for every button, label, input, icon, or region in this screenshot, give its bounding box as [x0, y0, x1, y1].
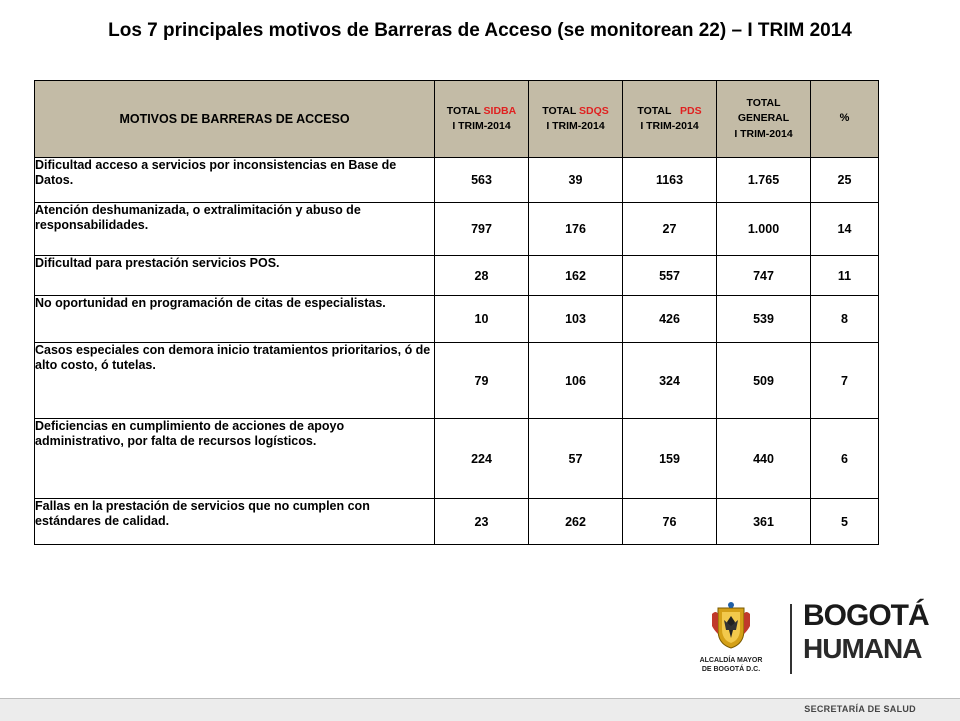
row-pds: 159 — [623, 419, 717, 499]
row-motivo: Dificultad acceso a servicios por inconsistencias en Base de Datos. — [35, 158, 435, 203]
row-sdqs: 162 — [529, 256, 623, 296]
header-sidba-prefix: TOTAL — [446, 104, 484, 117]
coat-of-arms-icon — [710, 600, 752, 650]
row-motivo: No oportunidad en programación de citas de especialistas. — [35, 296, 435, 343]
row-sidba: 10 — [435, 296, 529, 343]
row-sidba: 23 — [435, 499, 529, 545]
header-general-line1: TOTAL — [746, 97, 781, 110]
table-row — [35, 158, 879, 203]
row-motivo: Dificultad para prestación servicios POS. — [35, 256, 435, 296]
table-row — [35, 256, 879, 296]
footer-bar — [0, 698, 960, 721]
row-percent: 25 — [811, 158, 879, 203]
row-sdqs: 176 — [529, 203, 623, 256]
row-sidba: 797 — [435, 203, 529, 256]
header-total-sdqs — [529, 81, 623, 158]
row-sdqs: 103 — [529, 296, 623, 343]
row-percent: 14 — [811, 203, 879, 256]
row-pds: 76 — [623, 499, 717, 545]
row-pds: 27 — [623, 203, 717, 256]
humana-wordmark: HUMANA — [803, 633, 922, 664]
header-percent: % — [811, 81, 879, 158]
footer-secretaria: SECRETARÍA DE SALUD — [804, 704, 916, 714]
row-sidba: 79 — [435, 343, 529, 419]
row-sidba: 563 — [435, 158, 529, 203]
table-row — [35, 296, 879, 343]
header-sdqs-name: SDQS — [578, 104, 609, 117]
row-total: 1.765 — [717, 158, 811, 203]
table-row — [35, 419, 879, 499]
row-sidba: 224 — [435, 419, 529, 499]
row-sdqs: 57 — [529, 419, 623, 499]
header-total-general — [717, 81, 811, 158]
row-percent: 7 — [811, 343, 879, 419]
header-pds-name: PDS — [680, 104, 702, 117]
row-percent: 5 — [811, 499, 879, 545]
row-total: 747 — [717, 256, 811, 296]
row-percent: 11 — [811, 256, 879, 296]
alcaldia-label — [686, 656, 776, 674]
row-sidba: 28 — [435, 256, 529, 296]
row-sdqs: 262 — [529, 499, 623, 545]
header-total-sidba — [435, 81, 529, 158]
row-total: 509 — [717, 343, 811, 419]
header-pds-period: I TRIM-2014 — [640, 120, 699, 132]
row-total: 440 — [717, 419, 811, 499]
row-pds: 324 — [623, 343, 717, 419]
table-row — [35, 343, 879, 419]
row-total: 1.000 — [717, 203, 811, 256]
logo-divider — [790, 604, 792, 674]
header-sdqs-period: I TRIM-2014 — [546, 120, 605, 132]
bogota-logo — [700, 600, 930, 685]
row-motivo: Fallas en la prestación de servicios que no cumplen con estándares de calidad. — [35, 499, 435, 545]
table-row — [35, 499, 879, 545]
header-sdqs-prefix: TOTAL — [542, 104, 579, 117]
header-motivos: MOTIVOS DE BARRERAS DE ACCESO — [35, 81, 435, 158]
header-general-line2: GENERAL — [737, 112, 790, 125]
header-pds-prefix: TOTAL — [637, 104, 680, 117]
row-motivo: Casos especiales con demora inicio tratamientos prioritarios, ó de alto costo, ó tutelas. — [35, 343, 435, 419]
header-sidba-name: SIDBA — [483, 104, 517, 117]
barriers-table — [34, 80, 879, 545]
row-percent: 6 — [811, 419, 879, 499]
table-row — [35, 203, 879, 256]
row-pds: 426 — [623, 296, 717, 343]
table-header-row — [35, 81, 879, 158]
header-sidba-period: I TRIM-2014 — [452, 120, 511, 132]
bogota-wordmark: BOGOTÁ — [803, 599, 929, 632]
row-sdqs: 39 — [529, 158, 623, 203]
page-title: Los 7 principales motivos de Barreras de Acceso (se monitorean 22) – I TRIM 2014 — [108, 20, 852, 41]
row-total: 361 — [717, 499, 811, 545]
row-pds: 557 — [623, 256, 717, 296]
header-total-pds — [623, 81, 717, 158]
header-general-period: I TRIM-2014 — [734, 127, 793, 140]
row-motivo: Deficiencias en cumplimiento de acciones de apoyo administrativo, por falta de recursos logísticos. — [35, 419, 435, 499]
row-total: 539 — [717, 296, 811, 343]
alcaldia-line2: DE BOGOTÁ D.C. — [701, 666, 761, 673]
alcaldia-line1: ALCALDÍA MAYOR — [699, 657, 763, 664]
row-motivo: Atención deshumanizada, o extralimitación y abuso de responsabilidades. — [35, 203, 435, 256]
row-pds: 1163 — [623, 158, 717, 203]
row-percent: 8 — [811, 296, 879, 343]
row-sdqs: 106 — [529, 343, 623, 419]
